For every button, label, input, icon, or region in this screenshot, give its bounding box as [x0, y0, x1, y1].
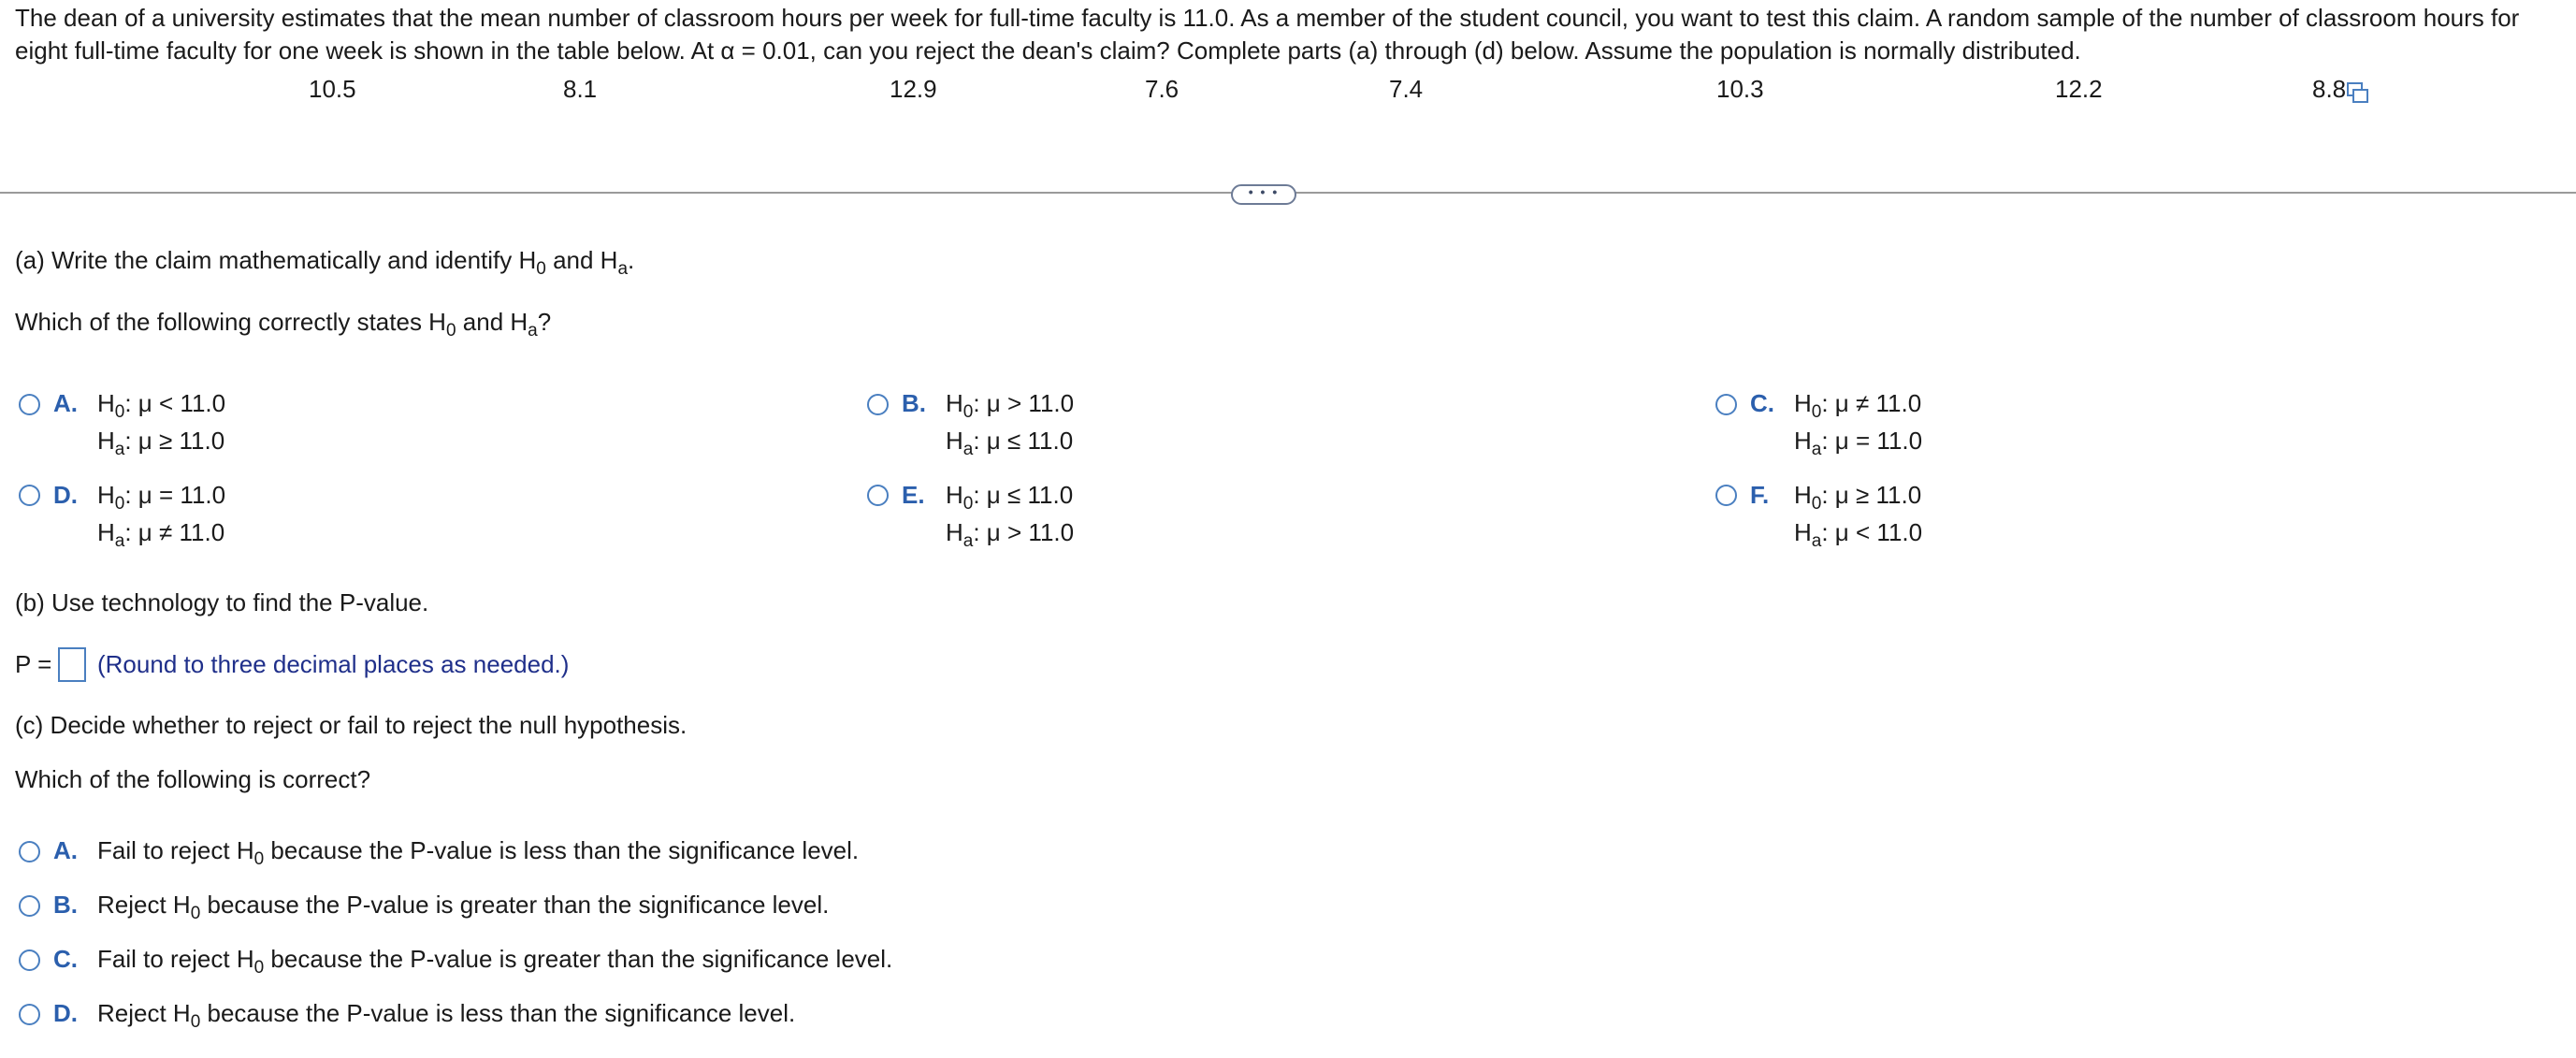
- part-a-question: Which of the following correctly states $H_0$ and $H_a$?: [15, 308, 552, 341]
- option-ha: $H_a$: μ < 11.0: [1794, 518, 1923, 551]
- option-f-radio[interactable]: [1715, 485, 1737, 506]
- data-value: 12.2: [2055, 75, 2103, 103]
- option-h0: $H_0$: μ < 11.0: [97, 389, 226, 422]
- option-letter: A.: [53, 389, 78, 417]
- option-e-radio[interactable]: [867, 485, 889, 506]
- option-ha: $H_a$: μ ≤ 11.0: [946, 427, 1074, 459]
- option-letter: E.: [902, 481, 925, 509]
- option-h0: $H_0$: μ ≠ 11.0: [1794, 389, 1922, 422]
- data-value: 10.3: [1716, 75, 1764, 103]
- option-b-radio[interactable]: [867, 394, 889, 415]
- question-line-1: The dean of a university estimates that the mean number of classroom hours per week for full-time faculty is 11.0. As a member of the student council, you want to test this claim. A random sample of the number of classroom hours for: [15, 4, 2520, 32]
- option-d-radio[interactable]: [19, 485, 40, 506]
- data-value: 8.1: [563, 75, 598, 103]
- option-letter: B.: [53, 891, 78, 919]
- data-value: 8.8: [2312, 75, 2347, 103]
- part-c-prompt: (c) Decide whether to reject or fail to reject the null hypothesis.: [15, 711, 687, 739]
- option-text: Reject $H_0$ because the P-value is greater than the significance level.: [97, 891, 830, 923]
- option-text: Reject $H_0$ because the P-value is less than the significance level.: [97, 999, 796, 1032]
- option-ha: $H_a$: μ > 11.0: [946, 518, 1075, 551]
- option-h0: $H_0$: μ = 11.0: [97, 481, 226, 514]
- data-value: 10.5: [309, 75, 356, 103]
- option-letter: B.: [902, 389, 926, 417]
- part-c-option-d-radio[interactable]: [19, 1004, 40, 1025]
- part-a-prompt: (a) Write the claim mathematically and identify $H_0$ and $H_a$.: [15, 246, 635, 279]
- part-c-option-c-radio[interactable]: [19, 949, 40, 971]
- rounding-hint: (Round to three decimal places as needed.): [97, 650, 570, 678]
- data-value: 7.4: [1389, 75, 1424, 103]
- expand-more-button[interactable]: • • •: [1231, 184, 1296, 205]
- option-letter: F.: [1750, 481, 1770, 509]
- part-c-question: Which of the following is correct?: [15, 765, 371, 793]
- data-value: 7.6: [1145, 75, 1179, 103]
- option-letter: A.: [53, 836, 78, 864]
- p-value-input[interactable]: [58, 647, 86, 682]
- part-b-prompt: (b) Use technology to find the P-value.: [15, 588, 429, 616]
- option-ha: $H_a$: μ ≥ 11.0: [97, 427, 225, 459]
- question-line-2: eight full-time faculty for one week is shown in the table below. At α = 0.01, can you reject the dean's claim? Complete parts (a) through (d) below. Assume the population is normally distributed.: [15, 36, 2081, 65]
- copy-icon[interactable]: [2347, 82, 2369, 105]
- p-value-label: P =: [15, 650, 52, 678]
- option-h0: $H_0$: μ > 11.0: [946, 389, 1075, 422]
- option-c-radio[interactable]: [1715, 394, 1737, 415]
- option-text: Fail to reject $H_0$ because the P-value is less than the significance level.: [97, 836, 860, 869]
- option-letter: D.: [53, 481, 78, 509]
- option-letter: C.: [53, 945, 78, 973]
- option-h0: $H_0$: μ ≤ 11.0: [946, 481, 1074, 514]
- option-text: Fail to reject $H_0$ because the P-value is greater than the significance level.: [97, 945, 893, 978]
- part-c-option-b-radio[interactable]: [19, 895, 40, 917]
- option-h0: $H_0$: μ ≥ 11.0: [1794, 481, 1922, 514]
- option-ha: $H_a$: μ = 11.0: [1794, 427, 1923, 459]
- option-letter: D.: [53, 999, 78, 1027]
- question-text: [15, 2, 2559, 67]
- part-c-option-a-radio[interactable]: [19, 841, 40, 862]
- data-value: 12.9: [890, 75, 937, 103]
- option-ha: $H_a$: μ ≠ 11.0: [97, 518, 225, 551]
- option-letter: C.: [1750, 389, 1774, 417]
- option-a-radio[interactable]: [19, 394, 40, 415]
